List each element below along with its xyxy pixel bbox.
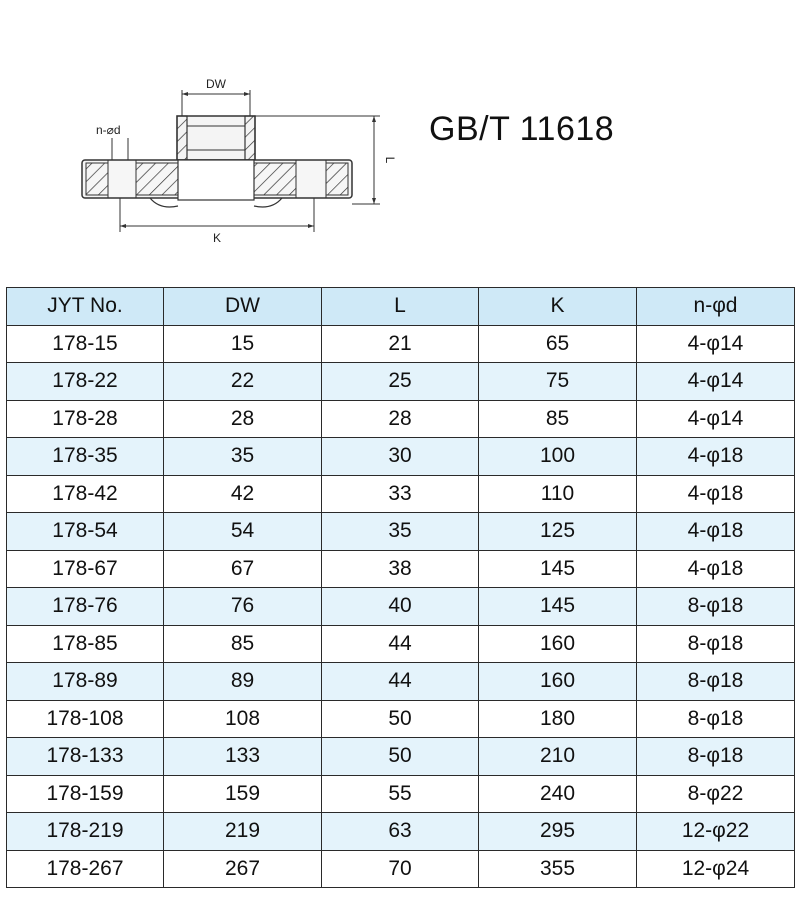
cell-l: 70 xyxy=(322,850,479,888)
table-row xyxy=(7,588,795,626)
table-body xyxy=(7,325,795,888)
l-label: L xyxy=(383,156,397,164)
cell-bolt-holes: 4-φ18 xyxy=(637,550,795,588)
cell-k: 145 xyxy=(479,588,637,626)
cell-dw: 54 xyxy=(164,513,322,551)
cell-l: 44 xyxy=(322,625,479,663)
cell-l: 25 xyxy=(322,363,479,401)
cell-jyt-no: 178-22 xyxy=(7,363,164,401)
cell-jyt-no: 178-267 xyxy=(7,850,164,888)
cell-bolt-holes: 8-φ18 xyxy=(637,588,795,626)
table-header-row xyxy=(7,288,795,326)
cell-k: 75 xyxy=(479,363,637,401)
cell-k: 240 xyxy=(479,775,637,813)
cell-l: 55 xyxy=(322,775,479,813)
flange-neck xyxy=(177,116,255,160)
cell-bolt-holes: 12-φ24 xyxy=(637,850,795,888)
cell-jyt-no: 178-159 xyxy=(7,775,164,813)
cell-k: 160 xyxy=(479,663,637,701)
cell-dw: 22 xyxy=(164,363,322,401)
cell-bolt-holes: 4-φ14 xyxy=(637,400,795,438)
cell-l: 44 xyxy=(322,663,479,701)
cell-jyt-no: 178-54 xyxy=(7,513,164,551)
table-row xyxy=(7,550,795,588)
bolt-hole-dimension xyxy=(96,123,128,165)
header-bolt-holes: n-φd xyxy=(637,288,795,326)
cell-l: 35 xyxy=(322,513,479,551)
cell-dw: 67 xyxy=(164,550,322,588)
table-row xyxy=(7,813,795,851)
cell-bolt-holes: 4-φ14 xyxy=(637,363,795,401)
cell-dw: 85 xyxy=(164,625,322,663)
k-label: K xyxy=(212,231,222,245)
dw-dimension xyxy=(182,77,250,116)
flange-spec-table xyxy=(6,287,795,888)
cell-jyt-no: 178-28 xyxy=(7,400,164,438)
cell-k: 160 xyxy=(479,625,637,663)
flange-plate xyxy=(82,160,352,207)
cell-dw: 28 xyxy=(164,400,322,438)
cell-bolt-holes: 12-φ22 xyxy=(637,813,795,851)
cell-jyt-no: 178-85 xyxy=(7,625,164,663)
cell-k: 180 xyxy=(479,700,637,738)
cell-bolt-holes: 4-φ18 xyxy=(637,513,795,551)
cell-bolt-holes: 8-φ22 xyxy=(637,775,795,813)
cell-jyt-no: 178-76 xyxy=(7,588,164,626)
cell-k: 295 xyxy=(479,813,637,851)
table-row xyxy=(7,625,795,663)
header-jyt-no: JYT No. xyxy=(7,288,164,326)
cell-jyt-no: 178-89 xyxy=(7,663,164,701)
cell-l: 30 xyxy=(322,438,479,476)
cell-k: 110 xyxy=(479,475,637,513)
cell-l: 63 xyxy=(322,813,479,851)
cell-bolt-holes: 8-φ18 xyxy=(637,625,795,663)
header-k: K xyxy=(479,288,637,326)
cell-jyt-no: 178-108 xyxy=(7,700,164,738)
cell-bolt-holes: 8-φ18 xyxy=(637,700,795,738)
cell-bolt-holes: 8-φ18 xyxy=(637,663,795,701)
cell-dw: 159 xyxy=(164,775,322,813)
cell-k: 65 xyxy=(479,325,637,363)
table-row xyxy=(7,663,795,701)
bolt-hole-label: n-⌀d xyxy=(96,123,121,137)
table-row xyxy=(7,775,795,813)
cell-l: 21 xyxy=(322,325,479,363)
cell-dw: 108 xyxy=(164,700,322,738)
cell-l: 50 xyxy=(322,738,479,776)
cell-bolt-holes: 4-φ18 xyxy=(637,438,795,476)
cell-bolt-holes: 4-φ14 xyxy=(637,325,795,363)
cell-l: 40 xyxy=(322,588,479,626)
cell-l: 33 xyxy=(322,475,479,513)
cell-dw: 15 xyxy=(164,325,322,363)
cell-jyt-no: 178-35 xyxy=(7,438,164,476)
table-row xyxy=(7,363,795,401)
dw-label: DW xyxy=(206,77,226,91)
cell-l: 28 xyxy=(322,400,479,438)
cell-l: 50 xyxy=(322,700,479,738)
cell-jyt-no: 178-42 xyxy=(7,475,164,513)
cell-k: 210 xyxy=(479,738,637,776)
header-l: L xyxy=(322,288,479,326)
cell-dw: 35 xyxy=(164,438,322,476)
k-dimension xyxy=(120,198,314,245)
cell-k: 125 xyxy=(479,513,637,551)
cell-k: 100 xyxy=(479,438,637,476)
table-row xyxy=(7,438,795,476)
cell-jyt-no: 178-15 xyxy=(7,325,164,363)
cell-dw: 133 xyxy=(164,738,322,776)
cell-bolt-holes: 4-φ18 xyxy=(637,475,795,513)
cell-dw: 219 xyxy=(164,813,322,851)
cell-k: 145 xyxy=(479,550,637,588)
cell-dw: 42 xyxy=(164,475,322,513)
standard-title: GB/T 11618 xyxy=(429,110,615,148)
table-row xyxy=(7,400,795,438)
cell-k: 355 xyxy=(479,850,637,888)
header-dw: DW xyxy=(164,288,322,326)
table-row xyxy=(7,738,795,776)
flange-cross-section-diagram xyxy=(70,60,397,260)
table-row xyxy=(7,475,795,513)
cell-jyt-no: 178-133 xyxy=(7,738,164,776)
cell-jyt-no: 178-67 xyxy=(7,550,164,588)
cell-bolt-holes: 8-φ18 xyxy=(637,738,795,776)
cell-jyt-no: 178-219 xyxy=(7,813,164,851)
cell-dw: 89 xyxy=(164,663,322,701)
table-row xyxy=(7,325,795,363)
table-row xyxy=(7,850,795,888)
cell-l: 38 xyxy=(322,550,479,588)
table-row xyxy=(7,700,795,738)
cell-k: 85 xyxy=(479,400,637,438)
cell-dw: 76 xyxy=(164,588,322,626)
cell-dw: 267 xyxy=(164,850,322,888)
table-row xyxy=(7,513,795,551)
